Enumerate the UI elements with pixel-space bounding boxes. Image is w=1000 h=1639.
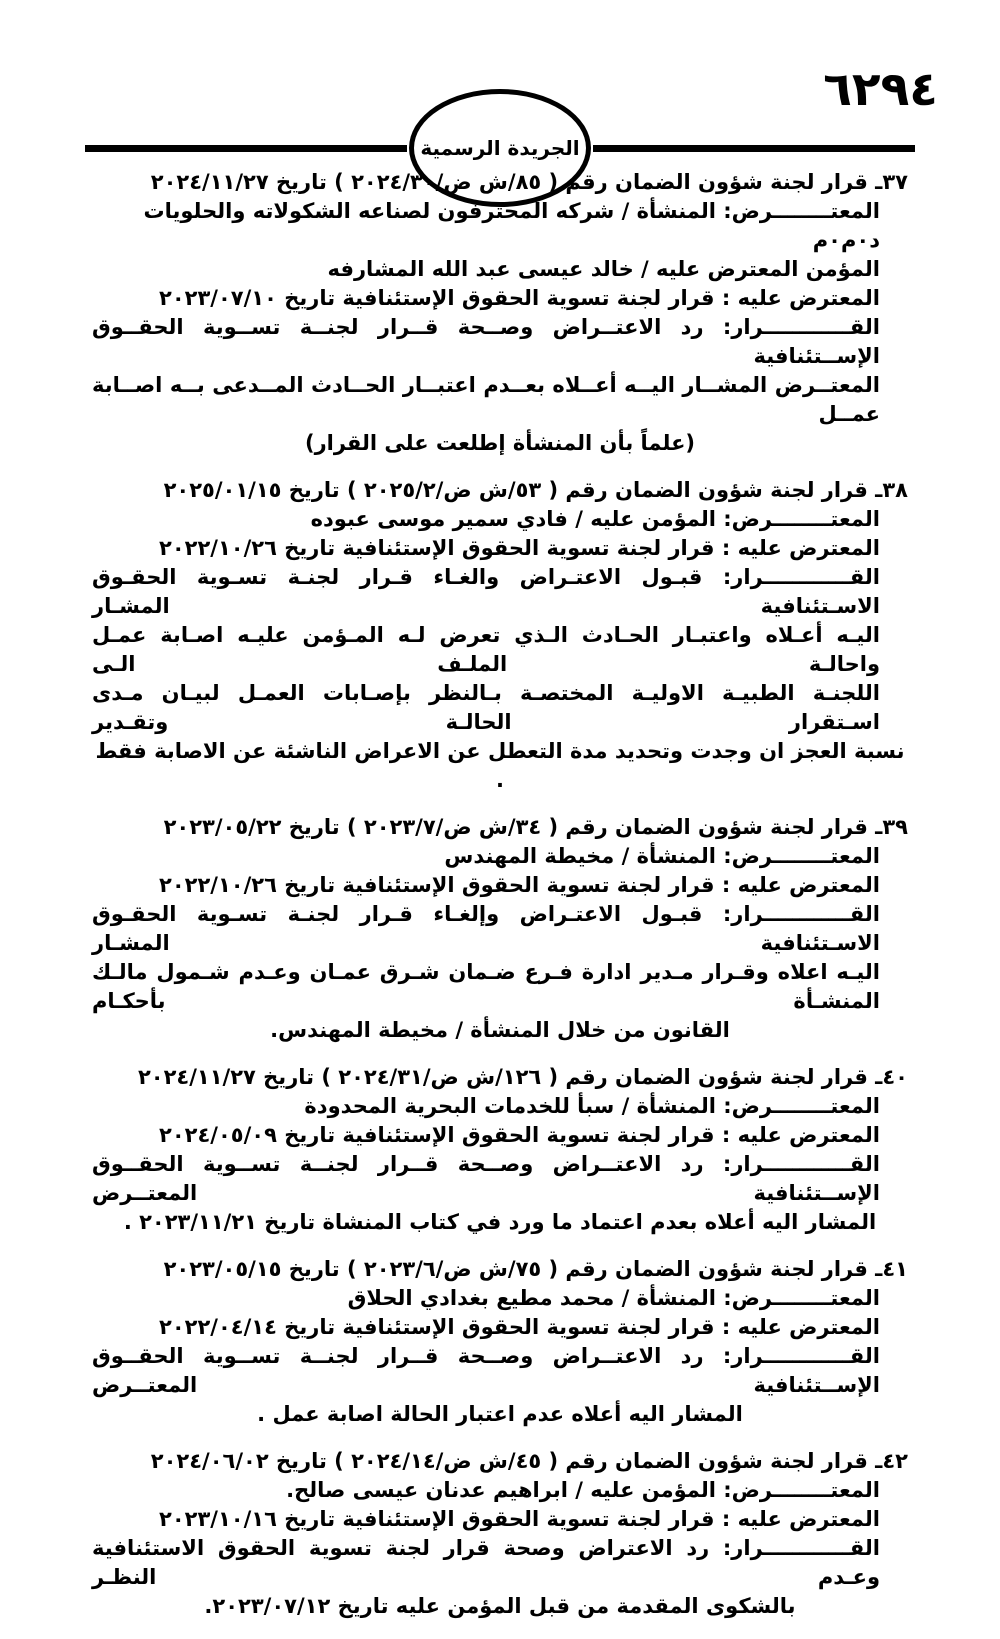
decision-item: [92, 1255, 908, 1429]
decision-item: [92, 476, 908, 795]
decision-line: القــــــــــــرار: رد الاعتــراض وصــحة قــرار لجنــة تســوية الحقــوق الإســتئنافية: [92, 315, 880, 368]
page-number: ٦٢٩٤: [823, 62, 938, 117]
decision-line: القــــــــــــرار: قبـول الاعتـراض وإلغـاء قـرار لجنـة تسـوية الحقـوق الاسـتئنافية المشـار: [92, 902, 880, 955]
decision-line: اليـه أعـلاه واعتبـار الحـادث الـذي تعرض لـه المـؤمن عليـه اصـابة عمـل واحالـة الملـف الـى: [92, 623, 880, 676]
decision-line: المعتــــــــرض: المؤمن عليه / ابراهيم عدنان عيسى صالح.: [286, 1478, 880, 1502]
decision-line: المعتــــــــرض: المنشأة / محمد مطيع بغدادي الحلاق: [347, 1286, 880, 1310]
decision-line: المعتــــــــرض: المنشأة / مخيطة المهندس: [444, 844, 880, 868]
divider-rule-left: [85, 145, 407, 152]
decision-line: القانون من خلال المنشأة / مخيطة المهندس.: [270, 1018, 730, 1042]
decision-line: المعتــــــــرض: المنشأة / شركه المحترفون لصناعه الشكولاته والحلويات د٠م٠م: [143, 199, 880, 252]
decision-line: ٤٢ـ قرار لجنة شؤون الضمان رقم ( ٤٥/ش ض/٢٠٢٤/١٤ ) تاريخ ٢٠٢٤/٠٦/٠٢: [150, 1449, 908, 1473]
decision-item: [92, 1063, 908, 1237]
decision-line: المعترض عليه : قرار لجنة تسوية الحقوق الإستئنافية تاريخ ٢٠٢٢/١٠/٢٦: [159, 873, 880, 897]
decision-line: اللجنـة الطبيـة الاوليـة المختصـة بـالنظر بإصـابات العمـل لبيـان مـدى اسـتقرار الحالـة وتقـدير: [92, 681, 880, 734]
decision-line: المعترض عليه : قرار لجنة تسوية الحقوق الإستئنافية تاريخ ٢٠٢٤/٠٥/٠٩: [159, 1123, 880, 1147]
decision-line: القــــــــــــرار: رد الاعتــراض وصــحة قــرار لجنــة تســوية الحقــوق الإســتئنافية المعتــرض: [92, 1344, 880, 1397]
decision-line: نسبة العجز ان وجدت وتحديد مدة التعطل عن الاعراض الناشئة عن الاصابة فقط .: [95, 739, 905, 792]
decision-line: المعترض عليه : قرار لجنة تسوية الحقوق الإستئنافية تاريخ ٢٠٢٢/١٠/٢٦: [159, 536, 880, 560]
decision-line: المعتــرض المشــار اليــه أعــلاه بعــدم اعتبــار الحــادث المــدعى بــه اصــابة عمــل: [92, 373, 880, 426]
decision-line: المؤمن المعترض عليه / خالد عيسى عبد الله المشارفه: [327, 257, 880, 281]
decision-line: ٤٠ـ قرار لجنة شؤون الضمان رقم ( ١٢٦/ش ض/٢٠٢٤/٣١ ) تاريخ ٢٠٢٤/١١/٢٧: [137, 1065, 908, 1089]
divider-rule-right: [593, 145, 915, 152]
decision-line: القــــــــــــرار: رد الاعتراض وصحة قرار لجنة تسوية الحقوق الاستئنافية وعـدم النظـر: [92, 1536, 880, 1589]
decision-item: [92, 813, 908, 1045]
decision-line: اليـه اعلاه وقـرار مـدير ادارة فـرع ضـمان شـرق عمـان وعـدم شـمول مالـك المنشـأة بأحكـام: [92, 960, 880, 1013]
decision-line: المعترض عليه : قرار لجنة تسوية الحقوق الإستئنافية تاريخ ٢٠٢٣/١٠/١٦: [159, 1507, 880, 1531]
gazette-title: الجريدة الرسمية: [420, 136, 580, 160]
decision-line: المشار اليه أعلاه بعدم اعتماد ما ورد في كتاب المنشاة تاريخ ٢٠٢٣/١١/٢١ .: [123, 1210, 877, 1234]
decision-line: القــــــــــــرار: قبـول الاعتـراض والغـاء قـرار لجنـة تسـوية الحقـوق الاسـتئنافية المشـار: [92, 565, 880, 618]
decision-line: ٤١ـ قرار لجنة شؤون الضمان رقم ( ٧٥/ش ض/٢٠٢٣/٦ ) تاريخ ٢٠٢٣/٠٥/١٥: [163, 1257, 908, 1281]
decision-line: بالشكوى المقدمة من قبل المؤمن عليه تاريخ ٢٠٢٣/٠٧/١٢.: [204, 1594, 796, 1618]
decision-line: المعترض عليه : قرار لجنة تسوية الحقوق الإستئنافية تاريخ ٢٠٢٢/٠٤/١٤: [159, 1315, 880, 1339]
decision-line: ٣٨ـ قرار لجنة شؤون الضمان رقم ( ٥٣/ش ض/٢٠٢٥/٢ ) تاريخ ٢٠٢٥/٠١/١٥: [163, 478, 908, 502]
decision-item: [92, 1447, 908, 1621]
decisions-list: [92, 168, 908, 1639]
decision-line: ٣٧ـ قرار لجنة شؤون الضمان رقم ( ٨٥/ش ض/٢٠٢٤/٣٠ ) تاريخ ٢٠٢٤/١١/٢٧: [150, 170, 908, 194]
decision-line: (علماً بأن المنشأة إطلعت على القرار): [304, 431, 696, 455]
decision-line: المعتــــــــرض: المؤمن عليه / فادي سمير موسى عبوده: [310, 507, 880, 531]
decision-item: [92, 168, 908, 458]
decision-line: ٣٩ـ قرار لجنة شؤون الضمان رقم ( ٣٤/ش ض/٢٠٢٣/٧ ) تاريخ ٢٠٢٣/٠٥/٢٢: [163, 815, 908, 839]
decision-line: المعترض عليه : قرار لجنة تسوية الحقوق الإستئنافية تاريخ ٢٠٢٣/٠٧/١٠: [159, 286, 880, 310]
decision-line: القــــــــــــرار: رد الاعتــراض وصــحة قــرار لجنــة تســوية الحقــوق الإســتئنافية المعتــرض: [92, 1152, 880, 1205]
decision-line: المشار اليه أعلاه عدم اعتبار الحالة اصابة عمل .: [257, 1402, 743, 1426]
decision-line: المعتــــــــرض: المنشأة / سبأ للخدمات البحرية المحدودة: [304, 1094, 880, 1118]
